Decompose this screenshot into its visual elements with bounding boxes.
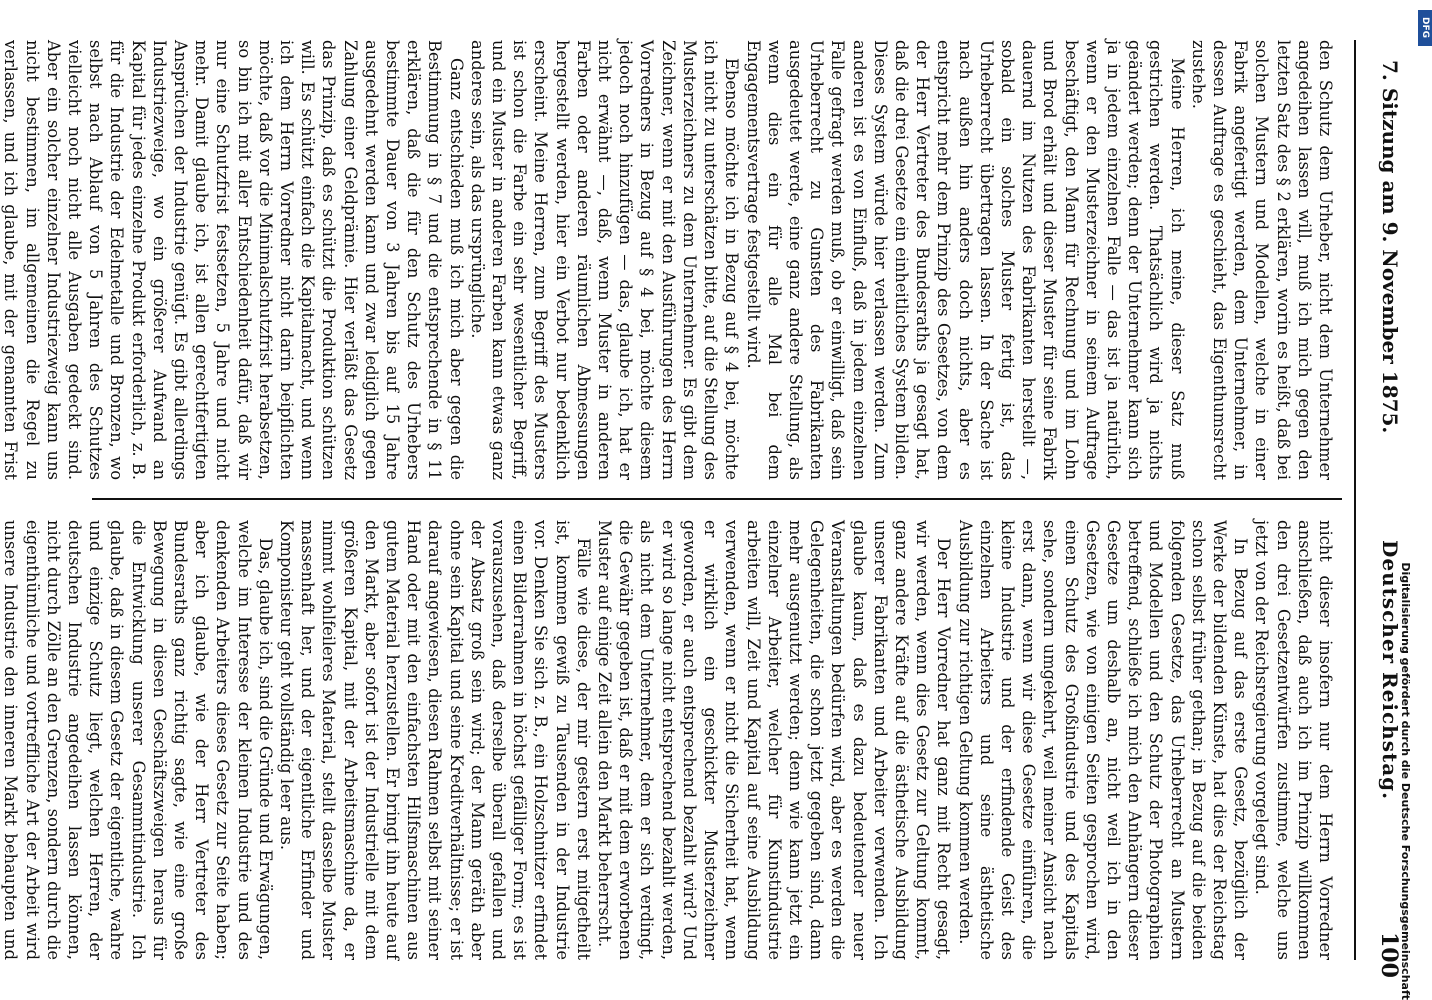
page-title: Deutscher Reichstag.: [1378, 540, 1402, 801]
digitization-credit: [1392, 0, 1412, 1000]
paragraph: In Bezug auf das erste Gesetz, bezüglich der Werke der bildenden Künste, hat dies der Reichstag schon selbst früher gethan; in Bezug auf die beiden folgenden Gesetze, das Urheberrecht an Mustern und Modellen und den Schutz der Photographien betreffend, schließe ich mich den Anhängern dieser Gesetze um deshalb an, nicht weil ich in den Gesetzen, wie von einigen Seiten gesprochen wird, einen Schutz des Großindustrie und des Kapitals sehe, sondern umgekehrt, weil meiner Ansicht nach erst dann, wenn wir diese Gesetze einführen, die kleine Industrie und der erfindende Geist des einzelnen Arbeiters und seine ästhetische Ausbildung zur richtigen Geltung kommen werden.: [955, 520, 1251, 960]
header-rule: [1354, 40, 1356, 960]
paragraph: Der Herr Vorredner hat ganz mit Recht gesagt, wir werden, wenn dies Gesetz zur Geltung kommt, ganz andere Kräfte auf die ästhetische Ausbildung unserer Fabrikanten und Arbeiter verwenden. Ich glaube kaum, daß es dazu bedeutender neuer Veranstaltungen bedürfen wird, aber es werden die Gelegenheiten, die schon jetzt gegeben sind, dann mehr ausgenutzt werden; denn wie kann jetzt ein einzelner Arbeiter, welcher für Kunstindustrie arbeiten will, Zeit und Kapital auf seine Ausbildung verwenden, wenn er nicht die Sicherheit hat, wenn er wirklich ein geschickter Musterzeichner geworden, er auch entsprechend bezahlt wird? Und er wird so lange nicht entsprechend bezahlt werden, als nicht dem Unternehmer, dem er sich verdingt, die Gewähr gegeben ist, daß er mit dem erworbenen Muster auf einige Zeit allein den Markt beherrscht.: [595, 520, 954, 960]
right-column: [1, 40, 1336, 480]
page-header: [1348, 0, 1432, 1000]
paragraph: Meine Herren, ich meine, dieser Satz muß gestrichen werden. Thatsächlich wird ja nichts geändert werden; denn der Unternehmer kann sich ja in jedem einzelnen Falle — das ist ja natürlich, wenn er den Musterzeichner in seinem Auftrage beschäftigt, den Mann für Rechnung und im Lohn und Brod erhält und dieser Muster für seine Fabrik dauernd im Nutzen des Fabrikanten herstellt —, sobald ein solches Muster fertig ist, das Urheberrecht übertragen lassen. In der Sache ist nach außen hin anders doch nichts, aber es entspricht mehr dem Prinzip des Gesetzes, von dem der Herr Vertreter des Bundesraths ja gesagt hat, daß die drei Gesetze ein einheitliches System bilden. Dieses System würde hier verlassen werden. Zum anderen ist es von Einfluß, daß in jedem einzelnen Falle gefragt werden muß, ob er einwilligt, daß sein Urheberrecht zu Gunsten des Fabrikanten ausgedeutet werde, eine ganz andere Stellung, als wenn dies ein für alle Mal bei dem Engagementsvertrage festgestellt wird.: [743, 40, 1187, 480]
credit-text: Digitalisierung gefördert durch die Deutsche Forschungsgemeinschaft: [1399, 562, 1412, 1000]
paragraph: den Schutz dem Urheber, nicht dem Unternehmer angedeihen lassen will, muß ich mich gegen den letzten Satz des § 2 erklären, worin es heißt, daß bei solchen Mustern und Modellen, welche in einer Fabrik angefertigt werden, dem Unternehmer, in dessen Auftrage es geschieht, das Eigenthumsrecht zustehe.: [1188, 40, 1335, 480]
session-heading: 7. Sitzung am 9. November 1875.: [1378, 60, 1402, 434]
paragraph: Das, glaube ich, sind die Gründe und Erwägungen, welche im Interesse der kleinen Industrie und des denkenden Arbeiters dieses Gesetz zur Seite haben; aber ich glaube, wie der Herr Vertreter des Bundesraths ganz richtig sagte, wie eine große Bewegung in diesen Geschäftszweigen heraus für die Entwicklung unserer Gesammtindustrie. Ich glaube, daß in diesem Gesetz der eigentliche, wahre und einzige Schutz liegt, welchen Herren, der deutschen Industrie angedeihen lassen können, nicht durch Zölle an den Grenzen, sondern durch die eigenthümliche und vortreffliche Art der Arbeit wird unsere Industrie den inneren Markt behaupten und: [1, 520, 275, 960]
left-column: [1, 520, 1336, 960]
paragraph: nicht dieser insofern nur dem Herrn Vorredner anschließen, daß auch ich im Prinzip willkommen den drei Gesetzentwürfen zustimme, welche uns jetzt von der Reichsregierung vorgelegt sind.: [1252, 520, 1335, 960]
column-divider: [92, 498, 1342, 500]
paragraph: Ganz entschieden muß ich mich aber gegen die Bestimmung in § 7 und die entsprechende in § 11 erklären, daß die für den Schutz des Urhebers bestimmte Dauer von 3 Jahren bis auf 15 Jahre ausgedehnt werden kann und zwar lediglich gegen Zahlung einer Geldprämie. Hier verläßt das Gesetz das Prinzip, daß es schützt die Produktion schützen will. Es schützt einfach die Kapitalmacht, und wenn ich dem Herrn Vorredner nicht darin beipflichten möchte, daß vor die Minimalschutzfrist herabsetzen, so bin ich mit aller Entschiedenheit dafür, daß wir nur eine Schutzfrist festsetzen, 5 Jahre und nicht mehr. Damit glaube ich, ist allen gerechtfertigten Ansprüchen der Industrie genügt. Es gibt allerdings Industriezweige, wo ein größerer Aufwand an Kapital für jedes einzelne Produkt erforderlich, z. B. für die Industrie der Edelmetalle und Bronzen, wo selbst nach Ablauf von 5 Jahren des Schutzes vielleicht noch nicht alle Ausgaben gedeckt sind. Aber ein solcher einzelner Industriezweig kann uns nicht bestimmen, im allgemeinen die Regel zu verlassen, und ich glaube, mit der genannten Frist: [1, 40, 466, 480]
paragraph: Fälle wie diese, der mir gestern erst mitgetheilt ist, kommen gewiß zu Tausenden in der Industrie vor. Denken Sie sich z. B., ein Holzschnitzer erfindet einen Bilderrahmen in höchst gefälliger Form; es ist vorauszusehen, daß derselbe überall gefallen und der Absatz groß sein wird; der Mann geräth aber ohne sein Kapital und seine Kreditverhältnisse; er ist darauf angewiesen, diesen Rahmen selbst mit seiner Hand oder mit den einfachsten Hilfsmaschinen aus gutem Material herzustellen. Er bringt ihn heute auf den Markt, aber sofort ist der Industrielle mit dem größeren Kapital, mit der Arbeitsmaschine da, er nimmt wohlfeileres Material, stellt dasselbe Muster massenhaft her, und der eigentliche Erfinder und Komponisteur geht vollständig leer aus.: [277, 520, 593, 960]
paragraph: Ebenso möchte ich in Bezug auf § 4 bei, möchte ich nicht zu unterschätzen bitte, auf die Stellung des Musterzeichners zu dem Unternehmer. Es gibt dem Zeichner, wenn er mit den Ausführungen des Herrn Vorredners in Bezug auf § 4 bei, möchte diesem jedoch noch hinzufügen — das, glaube ich, hat er nicht erwähnt —, daß, wenn Muster in anderen Farben oder anderen räumlichen Abmessungen hergestellt werden, hier ein Verbot nur bedenklich erscheint. Meine Herren, zum Begriff des Musters ist schon die Farbe ein sehr wesentlicher Begriff, und ein Muster in anderen Farben kann etwas ganz anderes sein, als das ursprüngliche.: [467, 40, 742, 480]
page-number: 100: [1376, 932, 1402, 978]
dfg-logo: DFG: [1418, 10, 1432, 46]
